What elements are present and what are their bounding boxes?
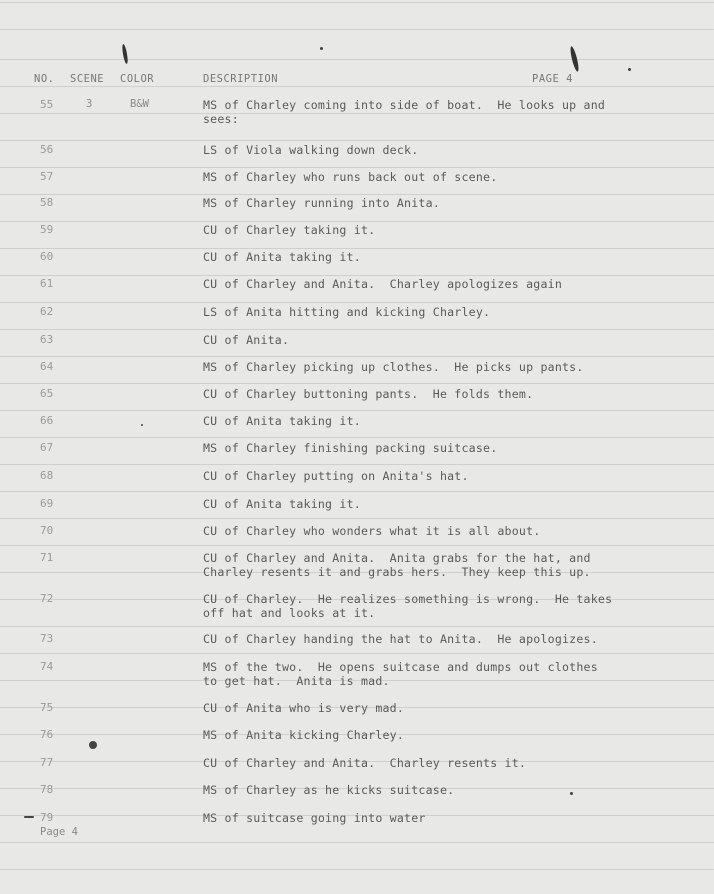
shot-description: MS of Charley finishing packing suitcase. [203,441,498,455]
shot-number: 74 [40,660,54,673]
shot-number: 56 [40,143,54,156]
header-scene: SCENE [70,73,105,85]
shot-number: 77 [40,756,54,769]
staple-mark [569,46,580,72]
shot-number: 76 [40,728,54,741]
shot-row [0,756,714,782]
shot-row [0,441,714,467]
shot-description: CU of Charley. He realizes something is wrong. He takes off hat and looks at it. [203,592,613,620]
shot-row [0,524,714,550]
shot-number: 78 [40,783,54,796]
shot-row [0,701,714,727]
shot-description: CU of Anita taking it. [203,414,361,428]
shot-description: CU of Charley and Anita. Charley resents it. [203,756,527,770]
shot-description: MS of Charley running into Anita. [203,196,440,210]
shot-row [0,728,714,754]
shot-description: MS of Charley who runs back out of scene. [203,170,498,184]
shot-number: 59 [40,223,54,236]
shot-number: 63 [40,333,54,346]
shot-row [0,497,714,523]
shot-description: CU of Anita who is very mad. [203,701,405,715]
ink-blot [89,741,97,749]
shot-row [0,250,714,276]
shot-row [0,223,714,249]
shot-row [0,811,714,837]
shot-number: 72 [40,592,54,605]
shot-row [0,170,714,196]
shot-description: MS of the two. He opens suitcase and dumps out clothes to get hat. Anita is mad. [203,660,598,688]
shot-description: MS of Charley picking up clothes. He picks up pants. [203,360,584,374]
shot-number: 69 [40,497,54,510]
ink-speck [141,424,143,426]
shot-number: 62 [40,305,54,318]
shot-number: 64 [40,360,54,373]
shot-description: CU of Charley handing the hat to Anita. He apologizes. [203,632,598,646]
shot-number: 79 [40,811,54,824]
shot-row [0,783,714,809]
shot-number: 70 [40,524,54,537]
shot-number: 75 [40,701,54,714]
shot-number: 73 [40,632,54,645]
shot-number: 55 [40,98,54,111]
shot-description: CU of Anita taking it. [203,497,361,511]
shot-number: 61 [40,277,54,290]
shot-row [0,305,714,331]
shot-row [0,592,714,618]
shot-description: MS of Charley as he kicks suitcase. [203,783,455,797]
shot-number: 68 [40,469,54,482]
header-no: NO. [34,73,55,85]
shot-row [0,660,714,686]
footer-page-label: Page 4 [40,826,78,838]
header-page-number: PAGE 4 [532,73,573,85]
ink-speck [628,68,631,71]
shot-description: CU of Charley who wonders what it is all about. [203,524,541,538]
shot-row [0,632,714,658]
shot-number: 67 [40,441,54,454]
shot-number: 65 [40,387,54,400]
shot-description: CU of Anita taking it. [203,250,361,264]
shot-description: LS of Viola walking down deck. [203,143,419,157]
staple-mark [121,44,128,64]
shot-row [0,333,714,359]
shot-description: CU of Charley buttoning pants. He folds them. [203,387,534,401]
header-description: DESCRIPTION [203,73,279,85]
shot-description: CU of Charley taking it. [203,223,376,237]
shot-scene: 3 [86,98,93,110]
shot-description: LS of Anita hitting and kicking Charley. [203,305,491,319]
shot-number: 58 [40,196,54,209]
shot-row [0,414,714,440]
shot-description: CU of Charley and Anita. Charley apologizes again [203,277,563,291]
ink-speck [570,792,573,795]
shot-row [0,551,714,577]
shot-color: B&W [130,98,149,110]
header-color: COLOR [120,73,155,85]
shot-description: CU of Anita. [203,333,290,347]
shot-row [0,143,714,169]
shot-description: MS of suitcase going into water [203,811,426,825]
shot-row [0,469,714,495]
shot-row [0,277,714,303]
shot-row [0,98,714,124]
shot-description: CU of Charley and Anita. Anita grabs for the hat, and Charley resents it and grabs hers. They keep this up. [203,551,591,579]
shot-row [0,360,714,386]
ink-speck [320,47,323,50]
shot-row [0,387,714,413]
ink-speck [24,816,34,818]
shot-description: MS of Charley coming into side of boat. He looks up and sees: [203,98,606,126]
shot-number: 66 [40,414,54,427]
shot-number: 57 [40,170,54,183]
shot-description: CU of Charley putting on Anita's hat. [203,469,469,483]
shot-number: 60 [40,250,54,263]
shot-row [0,196,714,222]
shot-number: 71 [40,551,54,564]
shot-description: MS of Anita kicking Charley. [203,728,405,742]
